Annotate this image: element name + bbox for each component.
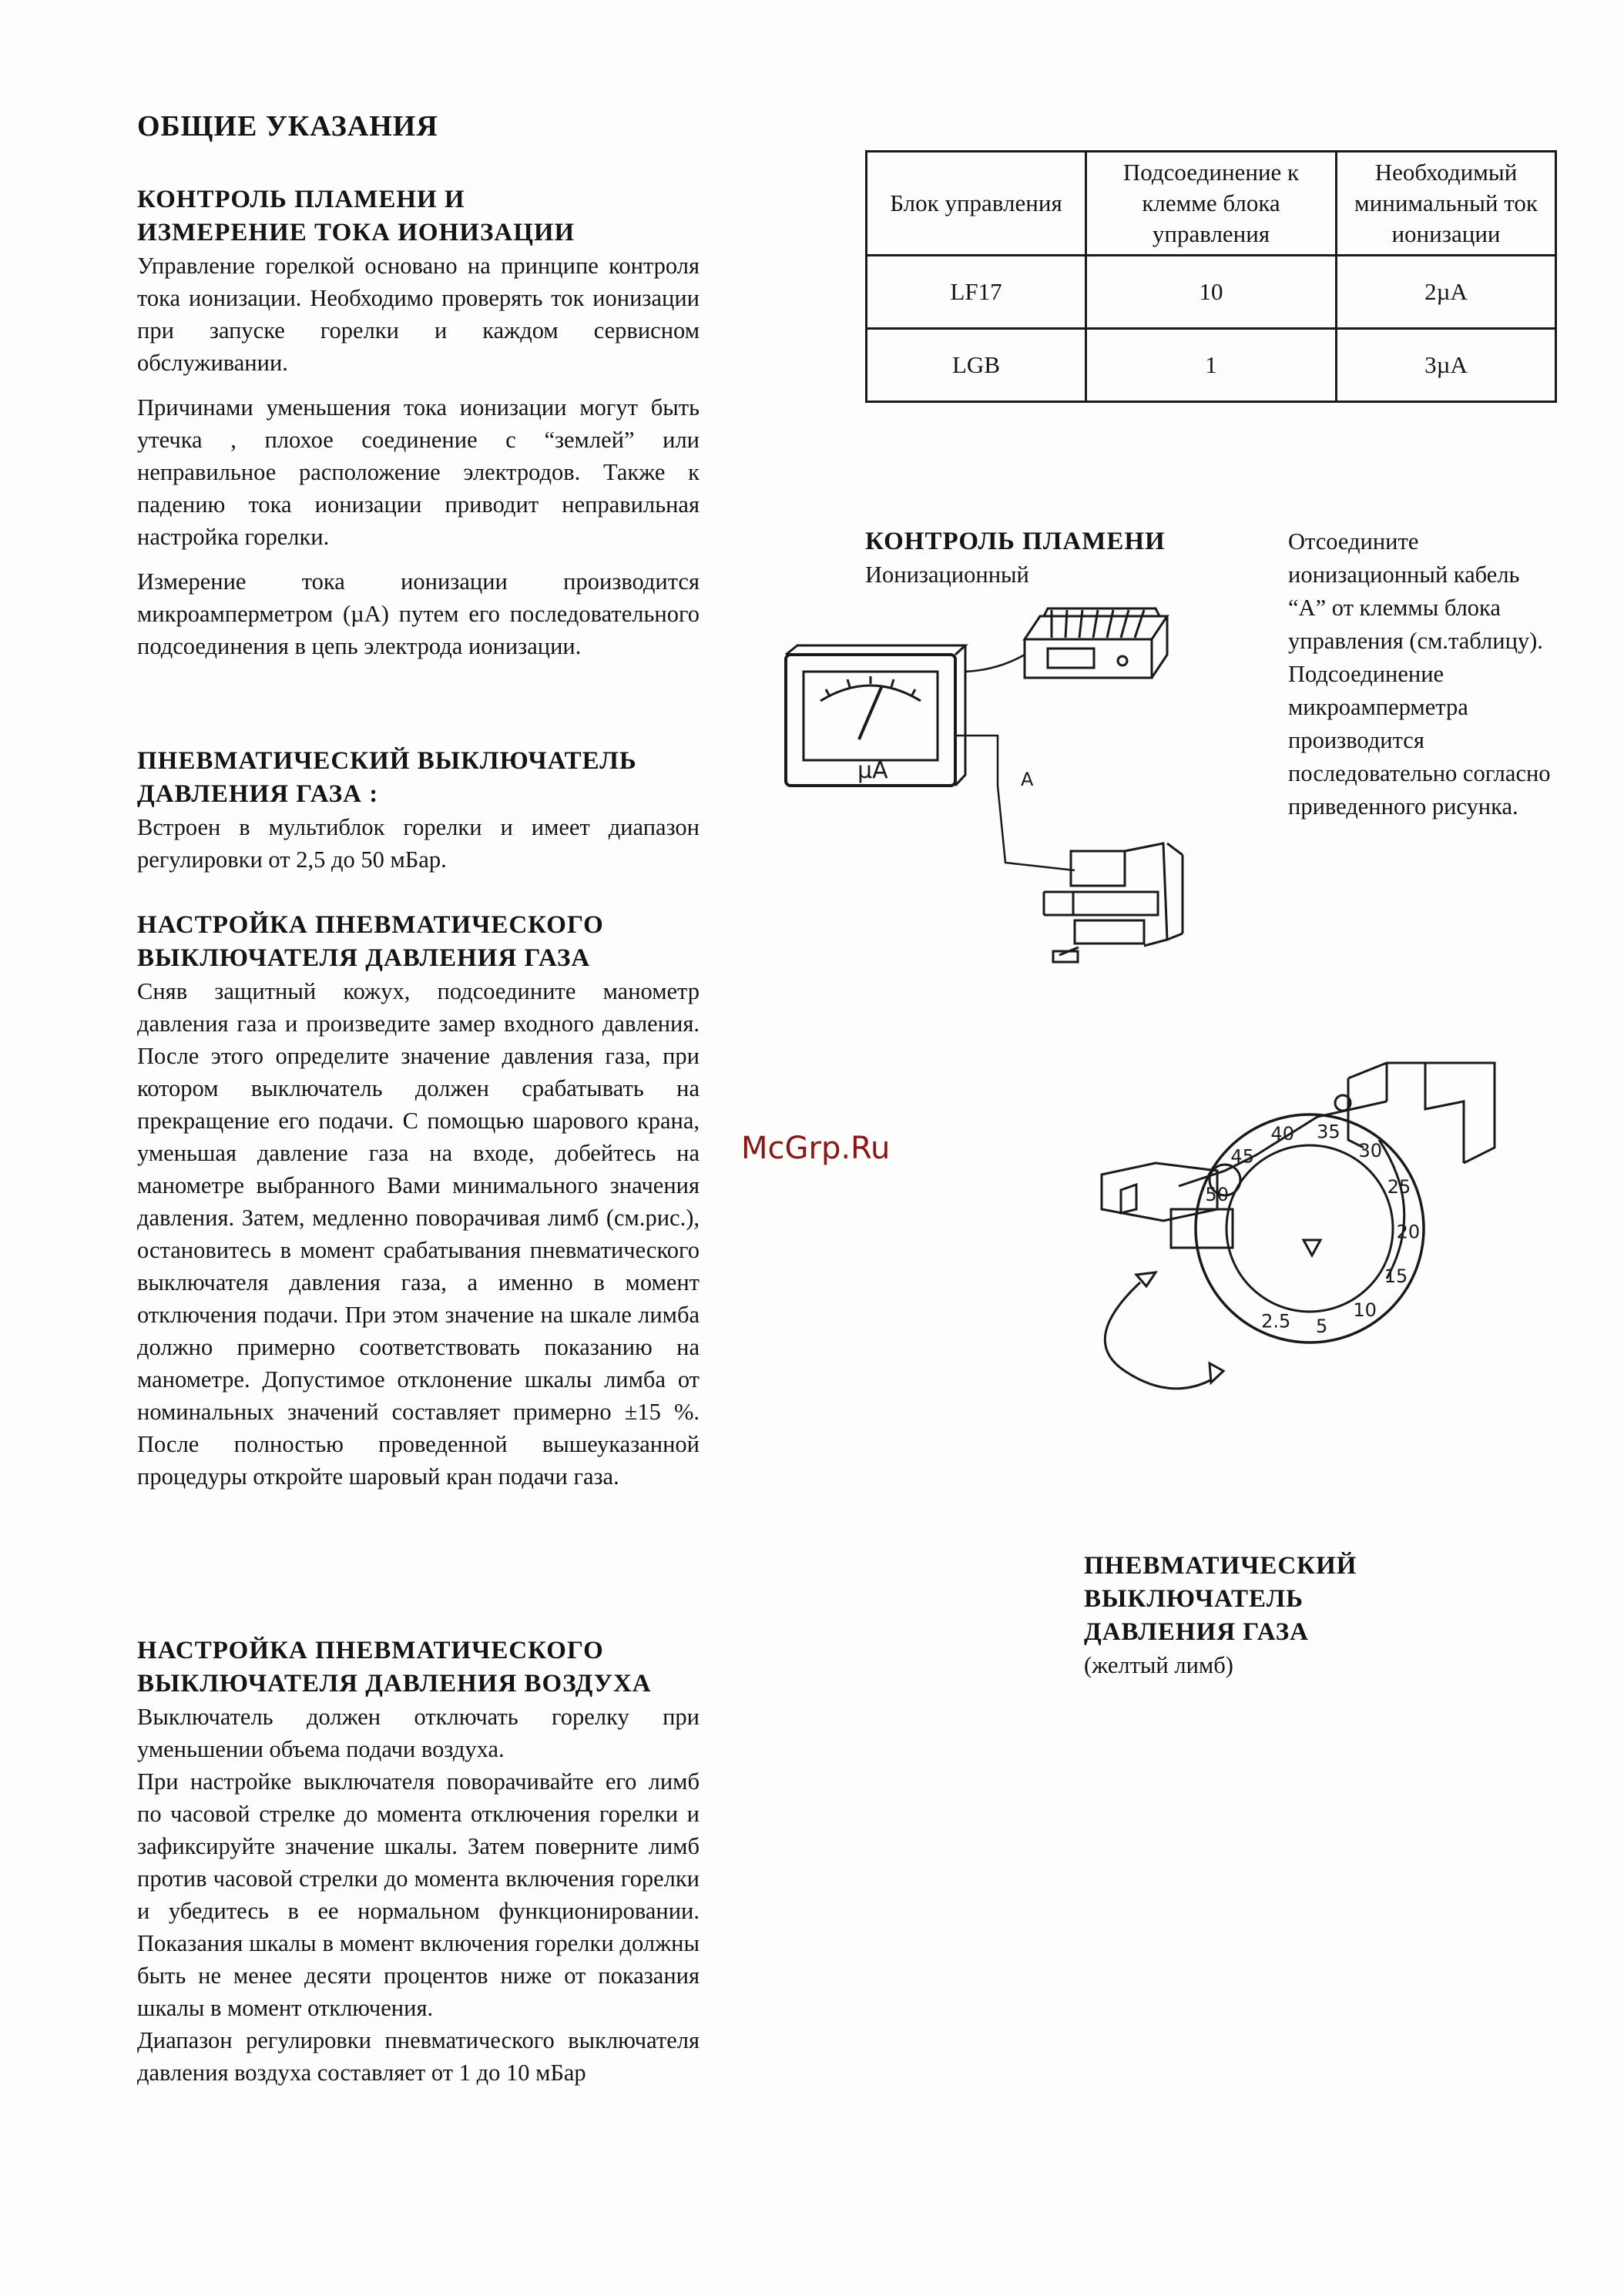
table-cell: 3µA <box>1337 329 1556 402</box>
section-body <box>137 250 700 662</box>
table-header-cell: Подсоединение к клемме блока управления <box>1086 152 1337 256</box>
section-air-setup <box>137 1634 700 2089</box>
section-gas-setup <box>137 909 700 1505</box>
meter-unit-label: µA <box>857 757 888 784</box>
control-unit-table <box>865 150 1557 403</box>
dial-rim <box>1196 1114 1424 1342</box>
table-cell: 2µA <box>1337 256 1556 329</box>
dial-scale-label: 25 <box>1387 1175 1411 1198</box>
dial-pointer-icon <box>1304 1240 1320 1255</box>
paragraph: Сняв защитный кожух, подсоедините манометр давления газа и произведите замер входного давления. После этого определите значение давления газа, при котором выключатель должен срабатывать на прекращение его подачи. С помощью шарового крана, уменьшая давление газа на входе, добейтесь на манометре выбранного Вами минимального значения давления. Затем, медленно поворачивая лимб (см.рис.), остановитесь в момент срабатывания пневматического выключателя давления газа, а именно в момент отключения подачи. При этом значение на шкале лимба должно примерно соответствовать показанию на манометре. Допустимое отклонение шкалы лимба от номинальных значений составляет примерно ±15 %. После полностью проведенной вышеуказанной процедуры откройте шаровый кран подачи газа. <box>137 978 700 1490</box>
control-unit-icon <box>1025 608 1167 678</box>
page-title: ОБЩИЕ УКАЗАНИЯ <box>137 110 438 142</box>
watermark: McGrp.Ru <box>741 1131 891 1166</box>
dial-scale-label: 2.5 <box>1261 1310 1291 1332</box>
table-header-cell: Блок управления <box>867 152 1086 256</box>
paragraph: Измерение тока ионизации производится микроамперметром (µA) путем его последовательного подсоединения в цепь электрода ионизации. <box>137 568 700 659</box>
table-row <box>867 256 1556 329</box>
meter-needle <box>859 685 882 739</box>
section-body <box>137 1701 700 2089</box>
gas-pressure-switch-diagram <box>1063 1055 1525 1463</box>
dial-inner <box>1226 1145 1393 1312</box>
electrode-assembly-icon <box>1044 843 1183 962</box>
dial-scale-label: 15 <box>1384 1265 1408 1288</box>
section-body <box>137 811 700 876</box>
section-title: ПНЕВМАТИЧЕСКИЙ ВЫКЛЮЧАТЕЛЬ ДАВЛЕНИЯ ГАЗА : <box>137 747 637 808</box>
table-header-cell: Необходимый минимальный ток ионизации <box>1337 152 1556 256</box>
section-body <box>137 975 700 1493</box>
dial-scale-label: 50 <box>1205 1184 1229 1206</box>
table-cell: 10 <box>1086 256 1337 329</box>
figure-ionization-caption: КОНТРОЛЬ ПЛАМЕНИ Ионизационный <box>865 528 1166 588</box>
section-flame-control <box>137 183 700 675</box>
figure-ionization-note: Отсоедините ионизационный кабель “A” от клеммы блока управления (см.таблицу). Подсоединение микроамперметра производится последовательно согласно приведенного рисунка. <box>1288 528 1551 820</box>
table-row <box>867 329 1556 402</box>
dial-scale-label: 45 <box>1230 1145 1254 1168</box>
table-cell: LGB <box>867 329 1086 402</box>
table-header-row <box>867 152 1556 256</box>
dial-scale-label: 40 <box>1270 1123 1294 1145</box>
paragraph: Причинами уменьшения тока ионизации могут быть утечка , плохое соединение с “землей” или неправильное расположение электродов. Также к падению тока ионизации приводит неправильная настройка горелки. <box>137 394 700 550</box>
dial-scale-label: 5 <box>1315 1316 1328 1337</box>
section-gas-switch <box>137 745 700 888</box>
rotation-arrow-icon <box>1105 1282 1213 1389</box>
dial-scale-label: 10 <box>1353 1299 1377 1322</box>
paragraph: Управление горелкой основано на принципе контроля тока ионизации. Необходимо проверять ток ионизации при запуске горелки и каждом сервисном обслуживании. <box>137 253 700 376</box>
section-title: НАСТРОЙКА ПНЕВМАТИЧЕСКОГО ВЫКЛЮЧАТЕЛЯ ДАВЛЕНИЯ ГАЗА <box>137 911 604 972</box>
paragraph: Встроен в мультиблок горелки и имеет диапазон регулировки от 2,5 до 50 мБар. <box>137 814 700 873</box>
dial-scale-label: 20 <box>1396 1221 1421 1243</box>
dial-scale-label: 35 <box>1317 1121 1340 1143</box>
figure-dial-caption: ПНЕВМАТИЧЕСКИЙ ВЫКЛЮЧАТЕЛЬ ДАВЛЕНИЯ ГАЗА (желтый лимб) <box>1084 1552 1357 1678</box>
ionization-diagram <box>767 601 1229 1001</box>
cable-label: A <box>1021 769 1034 790</box>
table-cell: LF17 <box>867 256 1086 329</box>
section-title: КОНТРОЛЬ ПЛАМЕНИ И ИЗМЕРЕНИЕ ТОКА ИОНИЗАЦИИ <box>137 186 575 246</box>
paragraph: Выключатель должен отключать горелку при уменьшении объема подачи воздуха. <box>137 1704 700 1762</box>
switch-body-icon <box>1102 1063 1495 1279</box>
paragraph: Диапазон регулировки пневматического выключателя давления воздуха составляет от 1 до 10 мБар <box>137 2027 700 2086</box>
table-cell: 1 <box>1086 329 1337 402</box>
paragraph: При настройке выключателя поворачивайте его лимб по часовой стрелке до момента отключения горелки и зафиксируйте значение шкалы. Затем поверните лимб против часовой стрелки до момента включения горелки и убедитесь в ее нормальном функционировании. Показания шкалы в момент включения горелки должны быть не менее десяти процентов ниже от показания шкалы в момент отключения. <box>137 1768 700 2021</box>
section-title: НАСТРОЙКА ПНЕВМАТИЧЕСКОГО ВЫКЛЮЧАТЕЛЯ ДАВЛЕНИЯ ВОЗДУХА <box>137 1637 652 1698</box>
dial-scale-label: 30 <box>1358 1140 1383 1162</box>
